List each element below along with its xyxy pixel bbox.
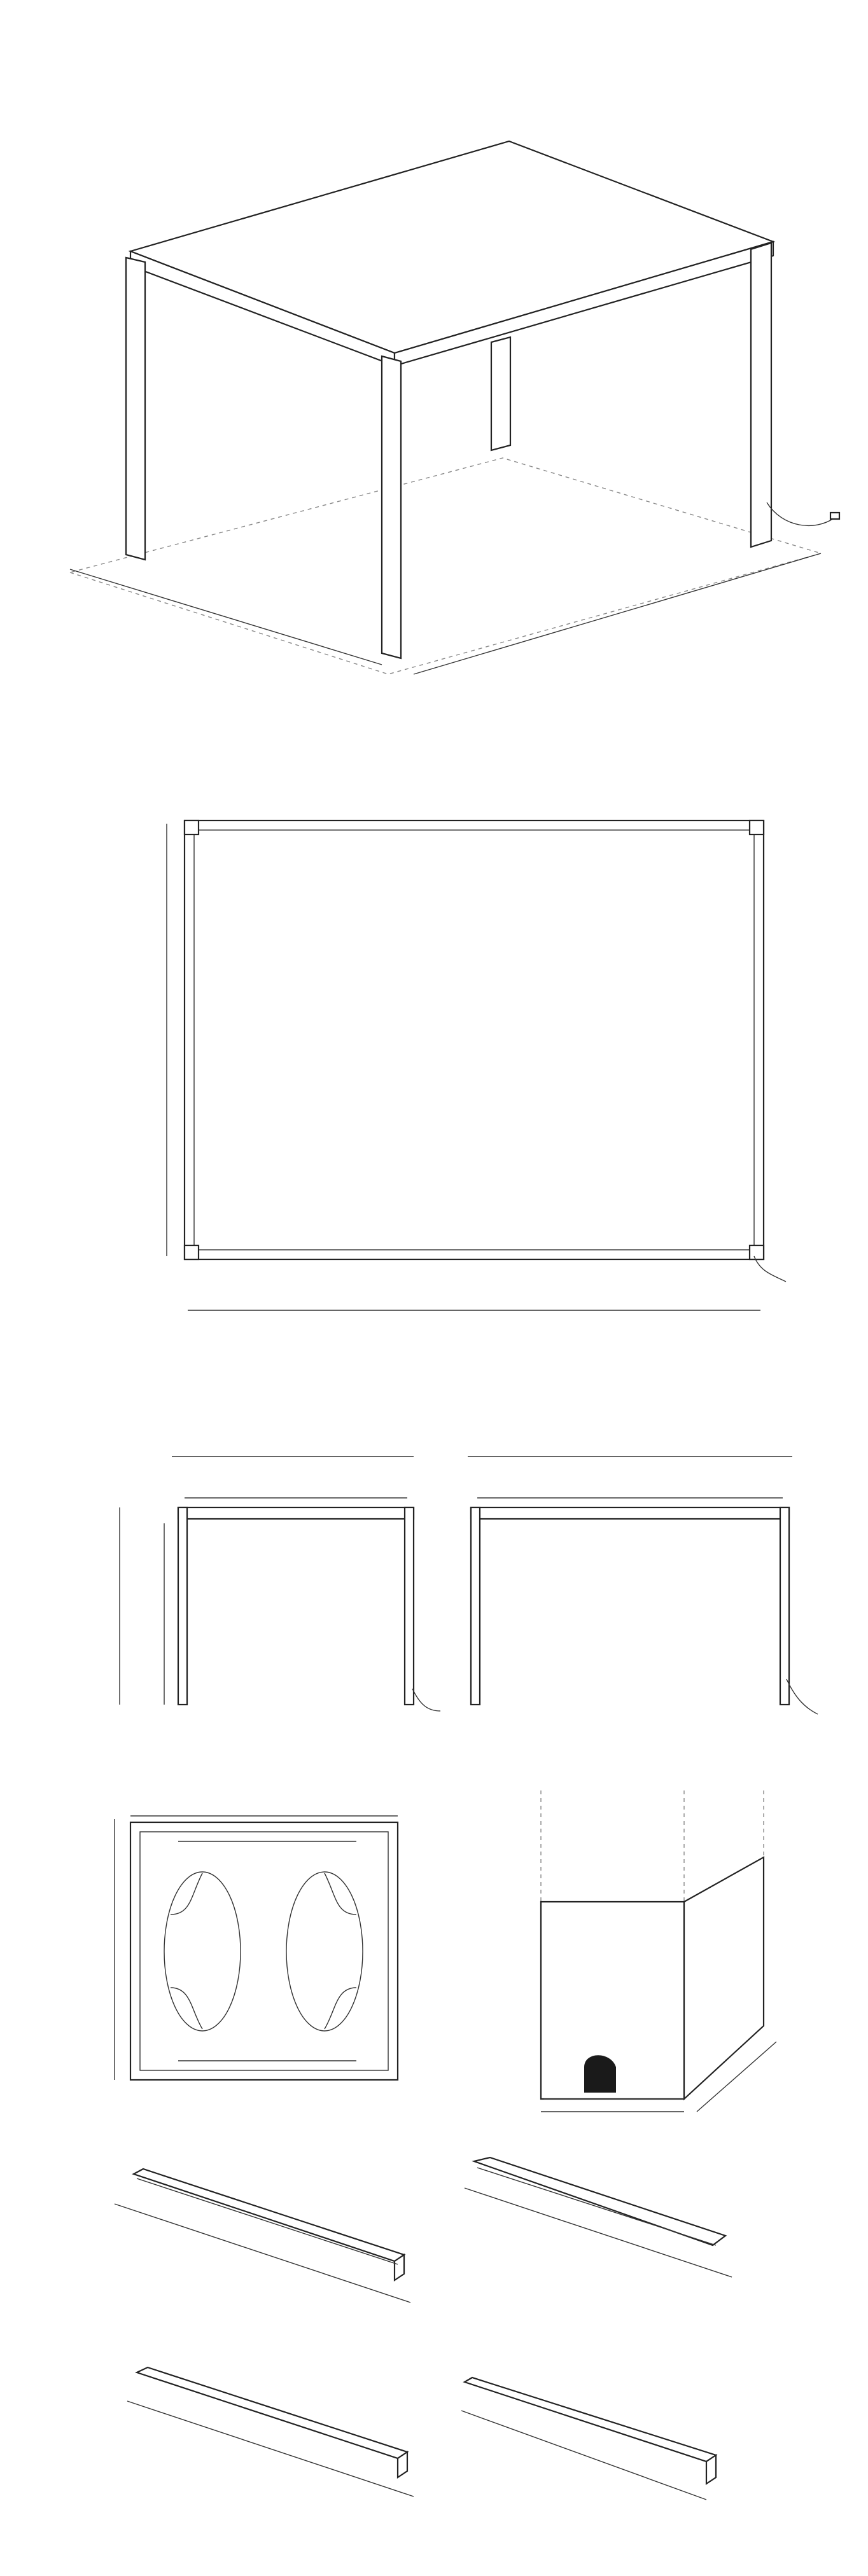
beam-a-edge [137, 2178, 398, 2264]
beam-a-body [134, 2169, 404, 2261]
post-part-dim [461, 2411, 706, 2500]
side-right-post-1 [471, 1507, 480, 1705]
ground-footprint [70, 458, 821, 674]
iso-view [70, 141, 839, 674]
side-left-post-1 [178, 1507, 187, 1705]
part-beam-b [127, 2367, 414, 2496]
side-view-right [468, 1457, 818, 1714]
louvre-edge [477, 2168, 716, 2245]
louvre-body [474, 2157, 725, 2245]
side-view-left [120, 1457, 440, 1711]
corner-bl [185, 1245, 199, 1259]
roof-frame [130, 141, 773, 353]
post-section [115, 1816, 398, 2080]
side-right-cable [787, 1679, 818, 1714]
post-back-right [751, 243, 771, 547]
post-back-center [491, 337, 510, 450]
side-left-cable [412, 1689, 440, 1711]
plug-icon [830, 513, 839, 519]
side-left-post-2 [405, 1507, 414, 1705]
post-front-right [382, 356, 401, 658]
corner-br [750, 1245, 764, 1259]
part-post [461, 2378, 716, 2500]
post-front-left [126, 258, 145, 560]
dim-line-right [414, 553, 821, 674]
side-right-post-2 [780, 1507, 789, 1705]
top-view [167, 821, 786, 1310]
side-right-beam [471, 1507, 789, 1519]
side-left-beam [178, 1507, 414, 1519]
part-beam-a [115, 2169, 410, 2302]
section-outer [130, 1822, 398, 2080]
perspective-side-face [684, 1857, 764, 2099]
dim-line-left [70, 569, 382, 665]
corner-tr [750, 821, 764, 834]
corner-tl [185, 821, 199, 834]
part-louvre [465, 2157, 732, 2277]
post-perspective [541, 1790, 776, 2112]
power-cable [767, 502, 834, 525]
perspective-cap-icon [584, 2055, 616, 2093]
post-part-body [465, 2378, 716, 2462]
beam-b-body [137, 2367, 407, 2458]
top-frame-outer [185, 821, 764, 1259]
beam-a-dim [115, 2204, 410, 2302]
